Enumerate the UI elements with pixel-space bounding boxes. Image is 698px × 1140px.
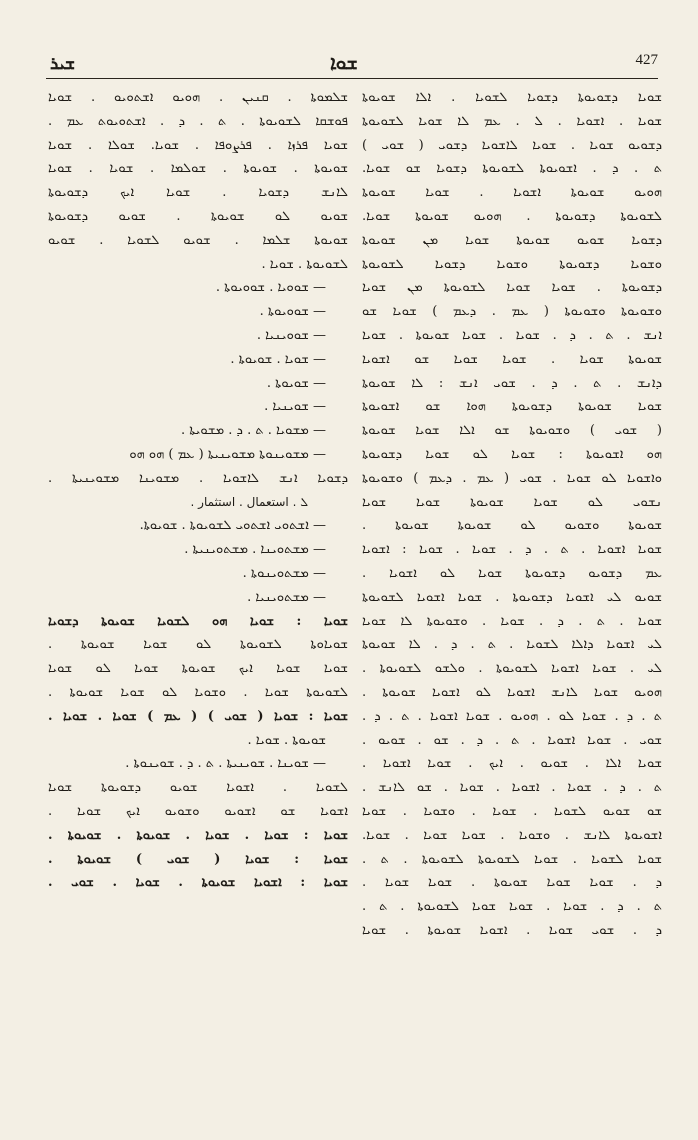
text-line: ܗܘܝܘ ܫܘܝܘܬܐ ܐܫܘܝܐ . ܫܘܝܐ ܫܘܝܘܬܐ [362,185,662,201]
text-line: ܫܘܝܐ : ܫܘܝܐ ( ܫܘܝ ) ܫܘܝܘܬܐ . [48,851,348,867]
text-line: ܘܫܘܝܘܬܐ ܘܫܘܝܘܬܐ ( ܥܡ . ܕܥܡ ) ܫܘܝܐ ܫܘ [362,304,662,320]
text-line: ܠܫܘܝܐ . ܐܫܘܝܐ ܫܘܝܘ ܕܫܘܝܘܬܐ ܫܘܝܐ [48,780,348,796]
text-line: ܦܘܫܩܐ ܠܫܘܝܘܬܐ . ܬ . ܕ . ܐܫܬܘܝܘܬ ܥܡ . [48,113,348,129]
text-line: ܬ . ܕ . ܐܫܘܝܘܬܐ ܠܫܘܝܘܬܐ ܕܫܘܝܐ ܫܘ ܫܘܝܐ. [362,161,662,177]
page-number: 427 [635,52,658,68]
text-line: ܫܘܝܘ ܠܘ ܫܘܝܘܬܐ . ܫܘܝܘ ܕܫܘܝܘܬܐ [48,208,348,224]
text-line: ܫܘܝܘܬܐ . ܫܘܝܐ . [247,732,326,748]
text-line: ܫܘܝܐ ܕܫܘܝܘܬܐ ܕܫܘܝܐ ܠܫܘܝܐ . ܐܠܐ ܫܘܝܘܬܐ [362,90,662,105]
text-line: ܬ . ܕ . ܫܘܝܐ ܠܘ . ܗܘܝܘ . ܫܘܝܐ ܐܫܘܝܐ . ܬ . ܕ . [362,708,662,724]
left-column [48,86,348,895]
text-line: — ܫܘܘܝܐ . ܫܘܘܝܘܬܐ . [215,280,326,296]
text-line: ܫܘܝܘܬܐ ܫܘܝܐ . ܫܘܝܐ ܫܘܝܐ ܫܘ ܐܫܘܝܐ [362,351,662,367]
text-line: ܫܘܝܐ ܐܫܘܝܐ . ܬ . ܕ . ܫܘܝܐ . ܫܘܝܐ : ܐܫܘܝܐ [362,542,662,558]
text-line: ܢܫܘܝ ܠܘ ܫܘܝܐ ܫܘܝܘܬܐ ܫܘܝܐ ܫܘܝܐ [362,494,662,510]
text-line: — ܡܫܬܘܝܢܘܬܐ . [242,565,326,581]
text-line: ܫܘܝܐ : ܫܘܝܐ . ܫܘܝܐ . ܫܘܝܘܬܐ . ܫܘܝܘܬܐ . [48,827,348,843]
text-line: ܬ . ܕ . ܫܘܝܐ . ܐܫܘܝܐ . ܫܘܝܐ . ܫܘ ܠܐܢܫ . [362,780,662,796]
text-line: ܗܘ ܐܫܘܝܘܬܐ : ܫܘܝܐ ܠܘ ܫܘܝܐ ܕܫܘܝܘܬܐ [362,446,662,462]
header-center-word: ܫܘܐ [330,52,358,74]
header-rule [46,78,658,79]
text-line: ܫܘܝܐ ܦܪܙܐ . ܦܪܨܘܦܐ . ܫܘܝܐ. ܫܘܠܐ . ܫܘܝܐ [48,137,348,153]
text-line: — ܫܘܝܢܐ . ܫܘܝܢܝܬܐ . ܬ . ܕ . ܫܘܝܢܘܬܐ . [125,756,326,772]
text-line: ܫܘܝܘܬܐ ܘܫܘܝܘ ܠܘ ܫܘܝܘܬܐ ܫܘܝܘܬܐ . [362,518,662,534]
text-line: — ܡܫܘܝܢܘܬܐ ܡܫܘܝܢܝܬܐ ( ܥܡ ) ܗܘ ܗܘ [129,446,326,462]
text-line: — ܫܘܘܝܘܬܐ . [259,304,326,320]
text-line: ܥܡ ܕܫܘܝܘ ܕܫܘܝܘܬܐ ܫܘܝܐ ܠܘ ܐܫܘܝܐ . [362,565,662,581]
text-line: ܠܫܘܝܘܬܐ . ܫܘܝܐ . [261,256,348,272]
text-line: ܫܘܝܘ ܠܝ ܐܫܘܝܐ ܕܫܘܝܘܬܐ . ܫܘܝܐ ܐܫܘܝܐ ܠܫܘܝܘܬܐ [362,589,662,605]
text-line: — ܡܫܘܝܐ . ܬ . ܕ . ܡܫܘܝܬܐ . [181,423,326,439]
text-line: ܠܝ . ܫܘܝܐ ܐܫܘܝܐ ܠܫܘܝܘܬܐ . ܘܠܫܘ ܠܫܘܝܘܬܐ . [362,661,662,677]
text-line: ܫܘܝܐ ܫܘܝܘܬܐ ܕܫܘܝܘܬܐ ܗܘܐ ܫܘ ܐܫܘܝܘܬܐ [362,399,662,415]
text-line: ܕ . ܫܘܝ ܫܘܝܐ . ܐܫܘܝܐ ܫܘܝܘܬܐ . ܫܘܝܐ [362,922,662,938]
text-line: ܠ . استعمال . استثمار . [190,494,308,509]
text-line: ܕܫܘܝܘ ܫܘܝܐ . ܫܘܝܐ ܠܐܫܘܝܐ ܕܫܘܝ ( ܫܘܝ ) [362,137,662,153]
text-line: ܫܘ ܫܘܝܘ ܠܫܘܝܐ . ܫܘܝܐ . ܘܫܘܝܐ . ܫܘܝܐ [362,803,662,819]
text-line: ܐܫܘܝܘܬܐ ܠܐܢܫ . ܘܫܘܝܐ . ܫܘܝܐ ܫܘܝܐ . ܫܘܝܐ. [362,827,662,843]
text-line: ܫܘܝܘܬܐ . ܫܘܝܘܬܐ . ܫܘܠܡܐ . ܫܘܝܐ . ܫܘܝܐ [48,161,348,177]
text-line: ܫܘܝܐ : ܫܘܝܐ ܗܘ ܠܫܘܝܐ ܫܘܝܘܬܐ ܕܫܘܝܐ [48,613,348,629]
text-line: ܕܫܘܝܐ ܐܢܫ ܠܐܫܘܝܐ . ܡܫܘܝܢܐ ܡܫܘܝܢܝܬܐ . [48,470,348,486]
text-line: ܠܐܢܫ ܕܫܘܝܐ . ܫܘܝܐ ܐܝܟ ܕܫܘܝܘܬܐ [48,185,348,201]
text-line: ܘܐܫܘܝܐ ܠܘ ܫܘܝܐ . ܫܘܝ ( ܥܡ . ܕܥܡ ) ܘܫܘܝܘܬܐ [362,470,662,486]
text-line: ܗܘܝܘ ܫܘܝܐ ܠܐܢܫ ܐܫܘܝܐ ܠܘ ܐܫܘܝܐ ܫܘܝܘܬܐ . [362,684,662,700]
text-line: ܐܢܫ . ܬ . ܕ . ܫܘܝܐ . ܫܘܝܐ ܫܘܝܘܬܐ . ܫܘܝܐ [362,327,662,343]
text-line: ܫܘܝܐ ܠܫܘܝܐ . ܫܘܝܐ ܠܫܘܝܘܬܐ ܠܫܘܝܘܬܐ . ܬ . [362,851,662,867]
text-line: ܕ . ܫܘܝܐ ܫܘܝܐ ܫܘܝܘܬܐ . ܫܘܝܐ ܫܘܝܐ . [362,875,662,891]
text-line: ܫܘܝܐ : ܫܘܝܐ ( ܫܘܝ ) ( ܥܡ ) ܫܘܝܐ . ܫܘܝܐ . [48,708,348,724]
text-line: ܐܫܘܝܐ ܫܘ ܐܫܘܝܘ ܘܫܘܝܘ ܐܝܟ ܫܘܝܐ . [48,803,348,819]
text-line: ܫܘܝܐܘܬܐ ܠܫܘܝܘܬܐ ܠܘ ܫܘܝܐ ܫܘܝܘܬܐ . [48,637,348,653]
right-column [362,86,662,943]
text-line: — ܫܘܝܢܝܐ . [264,399,326,415]
text-line: — ܡܫܬܘܝܢܐ . ܡܫܬܘܝܢܝܬܐ . [184,542,326,558]
text-line: ܫܘܝܐ . ܬ . ܕ . ܫܘܝܐ . ܘܫܘܝܘܬܐ ܠܐ ܫܘܝܐ [362,613,662,629]
running-head [40,50,658,80]
text-line: — ܫܘܘܝܢܝܐ . [256,327,326,343]
text-line: ܕܫܘܝܐ ܫܘܝܘ ܫܘܝܘܬܐ ܫܘܝܐ ܡܢ ܫܘܝܘܬܐ [362,232,662,248]
text-line: ܠܝ ܐܫܘܝܐ ܕܐܠܐ ܠܫܘܝܐ . ܬ . ܕ . ܠܐ ܫܘܝܘܬܐ [362,637,662,653]
text-line: ܬ . ܕ . ܫܘܝܐ . ܫܘܝܐ ܫܘܝܐ ܠܫܘܝܘܬܐ . ܬ . [362,899,662,915]
text-line: ܠܫܘܝܘܬܐ ܕܫܘܝܘܬܐ . ܗܘܝܘ ܫܘܝܘܬܐ ܫܘܝܐ. [362,208,662,224]
text-line: ܫܘܝܐ ܫܘܝܐ ܐܝܟ ܫܘܝܘܬܐ ܫܘܝܐ ܠܘ ܫܘܝܐ [48,661,348,677]
text-line: — ܡܫܬܘܝܢܝܐ . [247,589,326,605]
text-line: ܘܫܘܝܐ ܕܫܘܝܘܬܐ ܘܫܘܝܐ ܕܫܘܝܐ ܠܫܘܝܘܬܐ [362,256,662,272]
text-line: — ܫܘܝܘܬܐ . [266,375,326,391]
text-line: ܫܘܝ . ܫܘܝܐ ܐܫܘܝܐ . ܬ . ܕ . ܫܘ . ܫܘܝܘ . [362,732,662,748]
header-left-catchword: ܫܝܪ [50,54,76,74]
text-line: ܫܘܝܐ : ܐܫܘܝܐ ܫܘܝܘܬܐ . ܫܘܝܐ . ܫܘܝ . [48,875,348,891]
text-line: ܫܘܝܐ ܐܠܐ . ܫܘܝܘ . ܐܝܟ . ܫܘܝܐ ܐܫܘܝܐ . [362,756,662,772]
text-line: ܫܠܡܘܬܐ . ܩܢܝܢ . ܗܘܝܘ ܐܫܬܘܝܘ . ܫܘܝܐ [48,90,348,105]
text-line: — ܐܫܬܘܝ ܐܫܬܘܝ ܠܫܘܝܘܬܐ . ܫܘܝܘܬܐ. [139,518,326,534]
text-line: ܕܐܢܫ . ܬ . ܕ . ܫܘܝ ܐܢܫ : ܠܐ ܫܘܝܘܬܐ [362,375,662,391]
text-line: ܠܫܘܝܘܬܐ ܫܘܝܐ . ܘܫܘܝܐ ܠܘ ܫܘܝܐ ܫܘܝܘܬܐ . [48,684,348,700]
text-line: ܫܘܝܐ . ܐܫܘܝܐ . ܠ . ܥܡ ܠܐ ܫܘܝܐ ܠܫܘܝܘܬܐ [362,113,662,129]
text-line: ܕܫܘܝܘܬܐ . ܫܘܝܐ ܫܘܝܐ ܠܫܘܝܘܬܐ ܡܢ ܫܘܝܐ [362,280,662,296]
text-line: ܫܘܝܘܬܐ ܫܠܡܐ . ܫܘܝܘ ܠܫܘܝܐ . ܫܘܝܘ [48,232,348,248]
text-line: ( ܫܘܝ ) ܘܫܘܝܘܬܐ ܫܘ ܐܠܐ ܫܘܝܐ ܫܘܝܘܬܐ [362,423,662,439]
text-line: — ܫܘܝܐ . ܫܘܝܘܬܐ . [230,351,326,367]
